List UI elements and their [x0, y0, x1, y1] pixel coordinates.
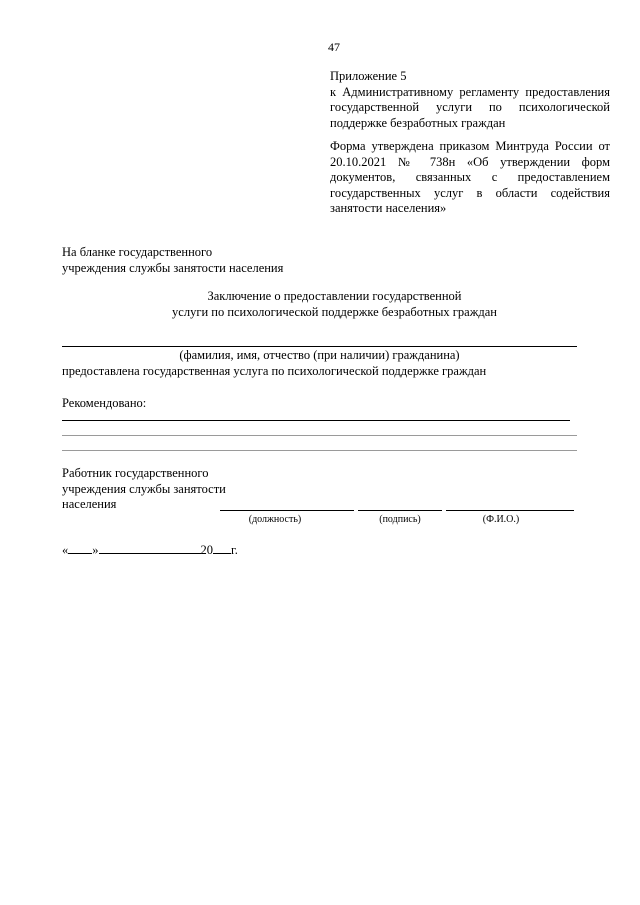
appendix-block [330, 69, 610, 131]
date-open-quote: « [62, 543, 69, 557]
day-blank [68, 540, 92, 554]
fio-caption: (Ф.И.О.) [482, 514, 520, 525]
recommendation-line-1 [62, 420, 570, 421]
date-line [62, 540, 238, 559]
worker-label-line-2: учреждения службы занятости [62, 481, 226, 496]
form-approval-note: Форма утверждена приказом Минтруда России от 20.10.2021 № 738н «Об утверждении форм документов, связанных с предоставлением государственных услуг в области содействия занятости населения» [330, 139, 610, 215]
recommended-label: Рекомендовано: [62, 396, 147, 410]
document-title [62, 289, 607, 320]
month-blank [99, 540, 201, 554]
position-caption: (должность) [248, 514, 302, 525]
document-title-line-1: Заключение о предоставлении государственной [207, 289, 462, 303]
letterhead-note [62, 245, 322, 276]
worker-label-line-3: населения [62, 497, 117, 511]
position-line [220, 510, 354, 511]
worker-label-line-1: Работник государственного [62, 466, 209, 480]
appendix-title: Приложение 5 [330, 69, 407, 83]
citizen-name-caption: (фамилия, имя, отчество (при наличии) гражданина) [179, 348, 460, 362]
worker-label [62, 466, 262, 513]
service-provided-text: предоставлена государственная услуга по психологической поддержке граждан [62, 364, 487, 378]
year-suffix: г. [231, 543, 238, 557]
signature-line [358, 510, 442, 511]
date-close-quote: » [92, 543, 99, 557]
letterhead-note-line-2: учреждения службы занятости населения [62, 260, 284, 275]
fio-line [446, 510, 574, 511]
recommendation-line-3 [62, 450, 577, 451]
signature-caption: (подпись) [379, 514, 421, 525]
recommendation-line-2 [62, 435, 577, 436]
year-blank [213, 540, 231, 554]
appendix-text: к Административному регламенту предоставления государственной услуги по психологической поддержке безработных граждан [330, 84, 610, 130]
citizen-name-line [62, 346, 577, 347]
document-title-line-2: услуги по психологической поддержке безработных граждан [172, 304, 497, 319]
year-prefix: 20 [200, 543, 213, 557]
letterhead-note-line-1: На бланке государственного [62, 245, 213, 259]
page-number: 47 [328, 40, 340, 54]
